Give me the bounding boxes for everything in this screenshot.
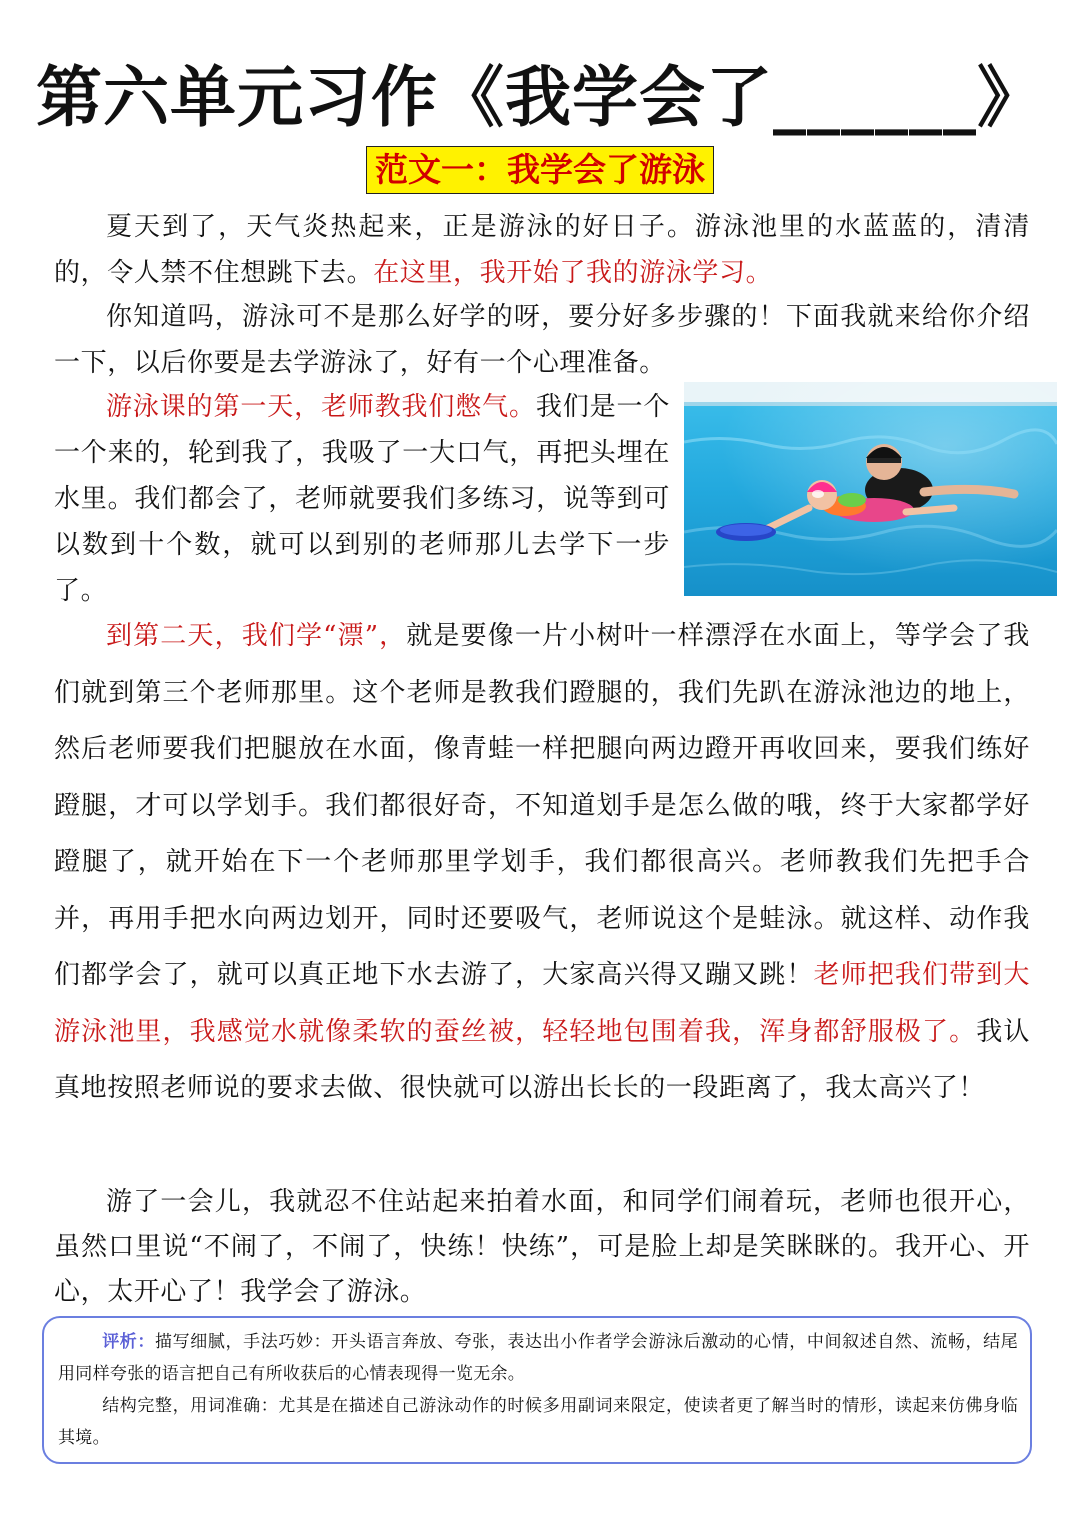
review-label: 评析： [102,1332,156,1352]
paragraph-1-text: 夏天到了，天气炎热起来，正是游泳的好日子。游泳池里的水蓝蓝的，清清的，令人禁不住想跳下去。 [54,212,1030,288]
paragraph-4-text-1: 就是要像一片小树叶一样漂浮在水面上，等学会了我们就到第三个老师那里。这个老师是教我们蹬腿的，我们先趴在游泳池边的地上，然后老师要我们把腿放在水面，像青蛙一样把腿向两边蹬开再收回来，要我们练好蹬腿，才可以学划手。我们都很好奇，不知道划手是怎么做的哦，终于大家都学好蹬腿了，就开始在下一个老师那里学划手，我们都很高兴。老师教我们先把手合并，再用手把水向两边划开，同时还要吸气，老师说这个是蛙泳。就这样、动作我们都学会了，就可以真正地下水去游了，大家高兴得又蹦又跳！ [54,621,1030,990]
swimming-scene-illustration [684,382,1057,596]
paragraph-4-text-2: 我认真地按照老师说的要求去做、很快就可以游出长长的一段距离了，我太高兴了！ [54,1016,1030,1103]
paragraph-1 [54,204,1030,296]
subtitle-wrapper [0,146,1080,194]
review-paragraph-1 [58,1326,1018,1390]
paragraph-3-highlight: 游泳课的第一天，老师教我们憋气。 [106,392,536,422]
page-title: 第六单元习作《我学会了______》 [36,59,1044,136]
paragraph-4-highlight-2: 老师把我们带到大游泳池里，我感觉水就像柔软的蚕丝被，轻轻地包围着我，浑身都舒服极了。 [54,960,1030,1047]
review-paragraph-2: 结构完整，用词准确：尤其是在描述自己游泳动作的时候多用副词来限定，使读者更了解当时的情形，读起来仿佛身临其境。 [58,1396,1018,1448]
paragraph-4-highlight-1: 到第二天，我们学“漂”， [106,621,407,651]
swimming-lesson-photo [684,382,1057,596]
review-box [42,1316,1032,1464]
paragraph-3 [54,384,670,614]
paragraph-1-highlight: 在这里，我开始了我的游泳学习。 [373,258,773,288]
essay-subtitle: 范文一：我学会了游泳 [366,146,714,194]
paragraph-2: 你知道吗，游泳可不是那么好学的呀，要分好多步骤的！下面我就来给你介绍一下，以后你要是去学游泳了，好有一个心理准备。 [54,302,1030,378]
paragraph-4 [54,608,1030,1117]
review-text-1: 描写细腻，手法巧妙：开头语言奔放、夸张，表达出小作者学会游泳后激动的心情，中间叙述自然、流畅，结尾用同样夸张的语言把自己有所收获后的心情表现得一览无余。 [58,1332,1018,1384]
paragraph-5: 游了一会儿，我就忍不住站起来拍着水面，和同学们闹着玩，老师也很开心，虽然口里说“不闹了，不闹了，快练！快练”，可是脸上却是笑眯眯的。我开心、开心，太开心了！我学会了游泳。 [54,1187,1030,1307]
paragraph-3-text: 我们是一个一个来的，轮到我了，我吸了一大口气，再把头埋在水里。我们都会了，老师就要我们多练习，说等到可以数到十个数，就可以到别的老师那儿去学下一步了。 [54,392,670,606]
